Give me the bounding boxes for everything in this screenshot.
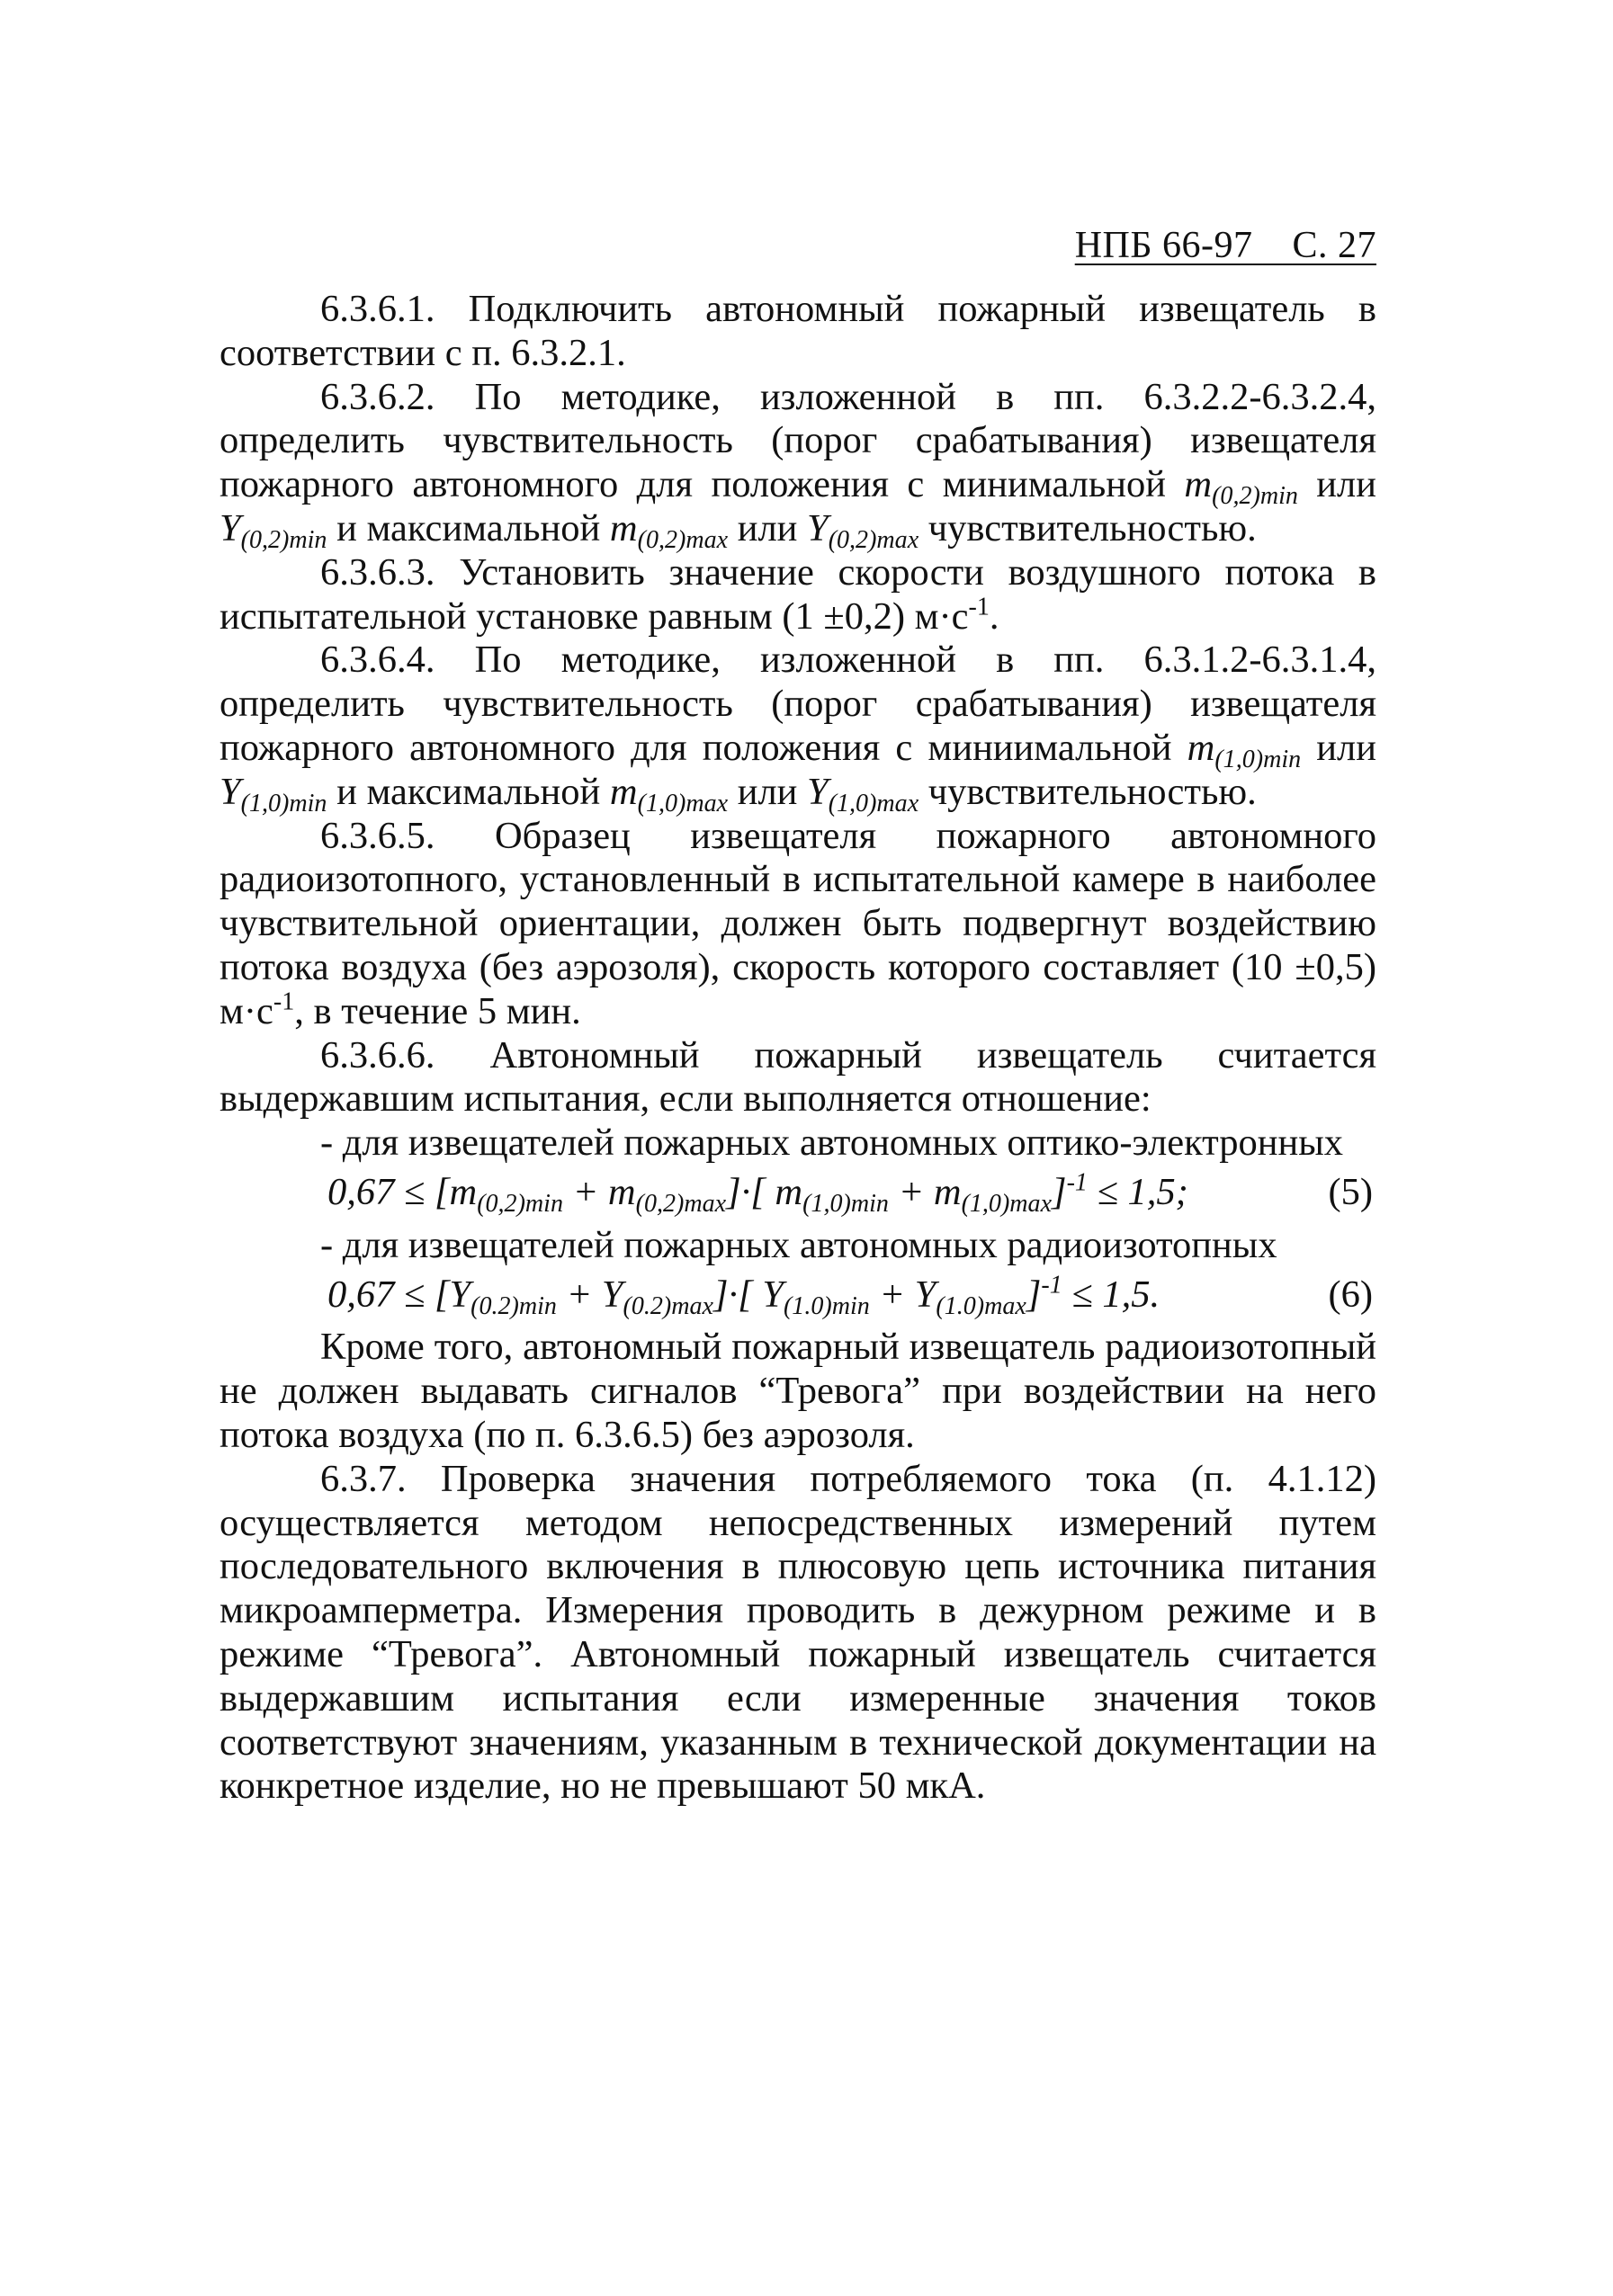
formula-6-expression: $0,67 \le [Y_{(0.2)min} + Y_{(0.2)max}]\cdot$[ $Y_{(1.0)min} + Y_{(1.0)max}]^{-1} \le 1,5$.	[327, 1271, 1160, 1320]
page-number: С. 27	[1292, 225, 1376, 266]
formula-5	[220, 1168, 1376, 1218]
formula-5-expression: $0,67 \le [m_{(0,2)min} + m_{(0,2)max}]\cdot$[ $m_{(1,0)min} + m_{(1,0)max}]^{-1} \le 1,5$;	[327, 1168, 1188, 1218]
paragraph-6-3-6-3: 6.3.6.3. Установить значение скорости воздушного потока в испытательной установке равным (1 ±0,2) $м\cdot с^{-1}$.	[220, 550, 1376, 638]
formula-6-number: (6)	[1328, 1273, 1373, 1316]
formula-5-number: (5)	[1328, 1170, 1373, 1213]
dash-item-radioisotope: - для извещателей пожарных автономных радиоизотопных	[320, 1223, 1277, 1266]
paragraph-additional-condition: Кроме того, автономный пожарный извещатель радиоизотопный не должен выдавать сигналов “Тревога” при воздействии на него потока воздуха (по п. 6.3.6.5) без аэрозоля.	[220, 1326, 1376, 1456]
paragraph-6-3-6-6: 6.3.6.6. Автономный пожарный извещатель считается выдержавшим испытания, если выполняется отношение:	[220, 1033, 1376, 1121]
doc-code: НПБ 66-97	[1074, 225, 1253, 266]
paragraph-6-3-6-2: 6.3.6.2. По методике, изложенной в пп. 6.3.2.2-6.3.2.4, определить чувствительность (порог срабатывания) извещателя пожарного автономного для положения с минимальной $m_{(0,2)min}$ или $Y_{(0,2)min}$ и максимальной $m_{(0,2)max}$ или $Y_{(0,2)max}$ чувствительностью.	[220, 375, 1376, 554]
paragraph-6-3-6-4: 6.3.6.4. По методике, изложенной в пп. 6.3.1.2-6.3.1.4, определить чувствительность (порог срабатывания) извещателя пожарного автономного для положения с миниимальной $m_{(1,0)min}$ или $Y_{(1,0)min}$ и максимальной $m_{(1,0)max}$ или $Y_{(1,0)max}$ чувствительностью.	[220, 639, 1376, 817]
dash-item-optical: - для извещателей пожарных автономных оптико-электронных	[320, 1121, 1344, 1165]
paragraph-6-3-6-5: 6.3.6.5. Образец извещателя пожарного автономного радиоизотопного, установленный в испытательной камере в наиболее чувствительной ориентации, должен быть подвергнут воздействию потока воздуха (без аэрозоля), скорость которого составляет (10 ±0,5) $м\cdot с^{-1}$, в течение 5 мин.	[220, 814, 1376, 1032]
paragraph-6-3-7: 6.3.7. Проверка значения потребляемого тока (п. 4.1.12) осуществляется методом непосредственных измерений путем последовательного включения в плюсовую цепь источника питания микроамперметра. Измерения проводить в дежурном режиме и в режиме “Тревога”. Автономный пожарный извещатель считается выдержавшим испытания если измеренные значения токов соответствуют значениям, указанным в технической документации на конкретное изделие, но не превышают 50 мкА.	[220, 1457, 1376, 1808]
paragraph-6-3-6-1: 6.3.6.1. Подключить автономный пожарный извещатель в соответствии с п. 6.3.2.1.	[220, 288, 1376, 374]
page-header	[1053, 222, 1376, 269]
formula-6	[220, 1273, 1376, 1318]
document-body	[220, 288, 1376, 1809]
